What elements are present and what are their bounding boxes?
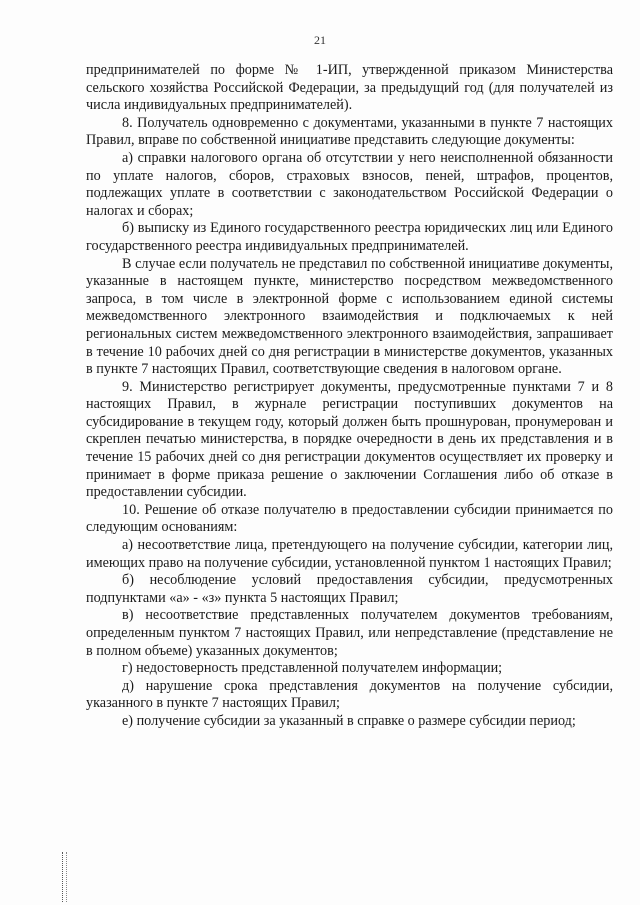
page-number: 21 bbox=[314, 33, 326, 47]
paragraph: предпринимателей по форме № 1-ИП, утвержденной приказом Министерства сельского хозяйства Российской Федерации, за предыдущий год (для получателей из числа индивидуальных предпринимателей). bbox=[86, 62, 613, 114]
paragraph-item-b: б) несоблюдение условий предоставления субсидии, предусмотренных подпунктами «а» - «з» пункта 5 настоящих Правил; bbox=[86, 572, 613, 606]
paragraph-item-a: а) справки налогового органа об отсутствии у него неисполненной обязанности по уплате налогов, сборов, страховых взносов, пеней, штрафов, процентов, подлежащих уплате в соответствии с законодательством Российской Федерации о налогах и сборах; bbox=[86, 149, 613, 219]
paragraph-item-d: д) нарушение срока представления документов на получение субсидии, указанного в пункте 7 настоящих Правил; bbox=[86, 677, 613, 712]
paragraph-item-e: е) получение субсидии за указанный в справке о размере субсидии период; bbox=[122, 712, 576, 729]
paragraph-item-a: а) несоответствие лица, претендующего на получение субсидии, категории лиц, имеющих право на получение субсидии, установленной пунктом 1 настоящих Правил; bbox=[86, 537, 613, 571]
scan-binding-mark bbox=[62, 852, 67, 902]
paragraph-clause-8: 8. Получатель одновременно с документами, указанными в пункте 7 настоящих Правил, вправе по собственной инициативе представить следующие документы: bbox=[86, 114, 613, 149]
paragraph-item-g: г) недостоверность представленной получателем информации; bbox=[122, 660, 503, 677]
paragraph-clause-9: 9. Министерство регистрирует документы, предусмотренные пунктами 7 и 8 настоящих Правил, в журнале регистрации поступивших документов на субсидирование в текущем году, который должен быть прошнурован, пронумерован и скреплен печатью министерства, в порядке очередности в день их представления и в течение 15 рабочих дней со дня регистрации документов осуществляет их проверку и принимает в форме приказа решение о заключении Соглашения либо об отказе в предоставлении субсидии. bbox=[86, 378, 613, 501]
document-body bbox=[86, 62, 613, 731]
paragraph-item-v: в) несоответствие представленных получателем документов требованиям, определенным пунктом 7 настоящих Правил, или непредставление (представление не в полном объеме) указанных документов; bbox=[86, 607, 613, 659]
paragraph: В случае если получатель не представил по собственной инициативе документы, указанные в настоящем пункте, министерство посредством межведомственного запроса, в том числе в электронной форме с использованием единой системы межведомственного электронного взаимодействия и подключаемых к ней региональных систем межведомственного электронного взаимодействия, запрашивает в течение 10 рабочих дней со дня регистрации в министерстве документов, указанных в пункте 7 настоящих Правил, соответствующие сведения в налоговом органе. bbox=[86, 255, 613, 378]
paragraph-clause-10: 10. Решение об отказе получателю в предоставлении субсидии принимается по следующим основаниям: bbox=[86, 501, 613, 536]
paragraph-item-b: б) выписку из Единого государственного реестра юридических лиц или Единого государственного реестра индивидуальных предпринимателей. bbox=[86, 220, 613, 254]
